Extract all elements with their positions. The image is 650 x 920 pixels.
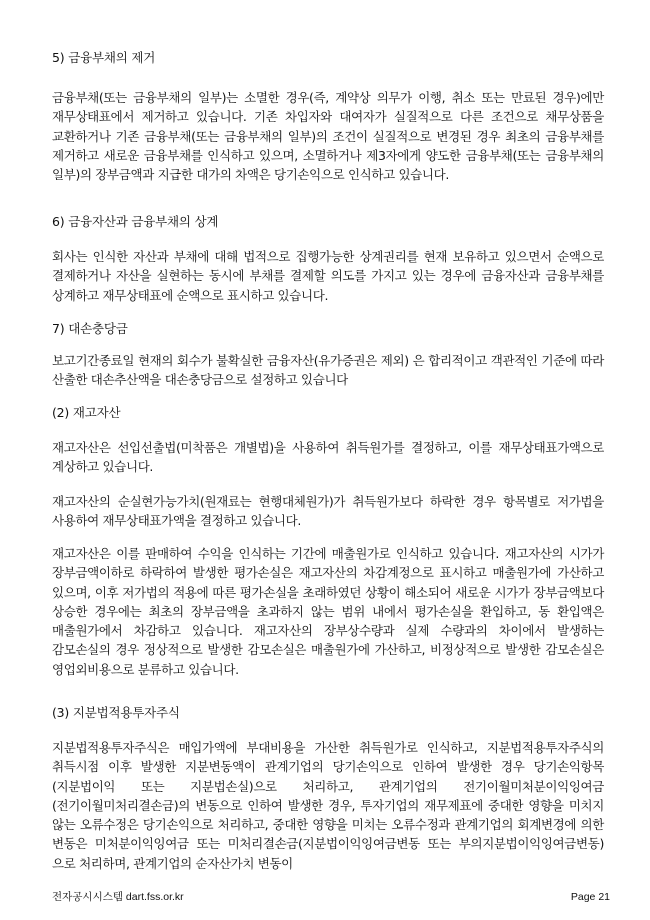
- paragraph-inventory-recognition: 재고자산은 이를 판매하여 수익을 인식하는 기간에 매출원가로 인식하고 있습니다. 재고자산의 시가가 장부금액이하로 하락하여 발생한 평가손실은 재고자산의 차감계정으로 표시하고 매출원가에 가산하고 있으며, 이후 저가법의 적용에 따른 평가손실을 초래하였던 상황이 해소되어 새로운 시가가 장부금액보다 상승한 경우에는 최초의 장부금액을 초과하지 않는 범위 내에서 평가손실을 환입하고, 동 환입액은 매출원가에서 차감하고 있습니다. 재고자산의 장부상수량과 실제 수량과의 차이에서 발생하는 감모손실의 경우 정상적으로 발생한 감모손실은 매출원가에 가산하고, 비정상적으로 발생한 감모손실은 영업외비용으로 분류하고 있습니다.: [52, 546, 604, 677]
- footer-page-number: Page 21: [570, 891, 610, 903]
- paragraph-equity-method: 지분법적용투자주식은 매입가액에 부대비용을 가산한 취득원가로 인식하고, 지분법적용투자주식의 취득시점 이후 발생한 지분변동액이 관계기업의 당기손익으로 인하여 발생한 경우 당기손익항목(지분법이익 또는 지분법손실)으로 처리하고, 관계기업의 전기이월미처분이익잉여금(전기이월미처리결손금)의 변동으로 인하여 발생한 경우, 투자기업의 재무제표에 중대한 영향을 미치지 않는 오류수정은 당기손익으로 처리하고, 중대한 영향을 미치는 오류수정과 관계기업의 회계변경에 의한 변동은 미처분이익잉여금 또는 미처리결손금(지분법이익잉여금변동 또는 부의지분법이익잉여금변동)으로 처리하며, 관계기업의 순자산가치 변동이: [52, 740, 604, 871]
- section-heading-offsetting: 6) 금융자산과 금융부채의 상계: [52, 214, 219, 229]
- paragraph-inventory-lcm: 재고자산의 순실현가능가치(원재료는 현행대체원가)가 취득원가보다 하락한 경우 항목별로 저가법을 사용하여 재무상태표가액을 결정하고 있습니다.: [52, 494, 604, 529]
- paragraph-offsetting: 회사는 인식한 자산과 부채에 대해 법적으로 집행가능한 상계권리를 현재 보유하고 있으면서 순액으로 결제하거나 자산을 실현하는 동시에 부채를 결제할 의도를 가지고 있는 경우에 금융자산과 금융부채를 상계하고 재무상태표에 순액으로 표시하고 있습니다.: [52, 249, 604, 303]
- footer-source: 전자공시시스템 dart.fss.or.kr: [52, 891, 184, 903]
- paragraph-derecognition: 금융부채(또는 금융부채의 일부)는 소멸한 경우(즉, 계약상 의무가 이행, 취소 또는 만료된 경우)에만 재무상태표에서 제거하고 있습니다. 기존 차입자와 대여자가 실질적으로 다른 조건으로 채무상품을 교환하거나 기존 금융부채(또는 금융부채의 일부)의 조건이 실질적으로 변경된 경우 최초의 금융부채를 제거하고 새로운 금융부채를 인식하고 있으며, 소멸하거나 제3자에게 양도한 금융부채(또는 금융부채의 일부)의 장부금액과 지급한 대가의 차액은 당기손익으로 인식하고 있습니다.: [52, 90, 604, 183]
- paragraph-allowance: 보고기간종료일 현재의 회수가 불확실한 금융자산(유가증권은 제외) 은 합리적이고 객관적인 기준에 따라 산출한 대손추산액을 대손충당금으로 설정하고 있습니다: [52, 353, 604, 388]
- section-heading-allowance: 7) 대손충당금: [52, 321, 128, 336]
- section-heading-inventory: (2) 재고자산: [52, 405, 121, 420]
- section-heading-equity-method: (3) 지분법적용투자주식: [52, 705, 180, 720]
- section-heading-derecognition: 5) 금융부채의 제거: [52, 50, 156, 65]
- paragraph-inventory-cost: 재고자산은 선입선출법(미착품은 개별법)을 사용하여 취득원가를 결정하고, 이를 재무상태표가액으로 계상하고 있습니다.: [52, 440, 604, 475]
